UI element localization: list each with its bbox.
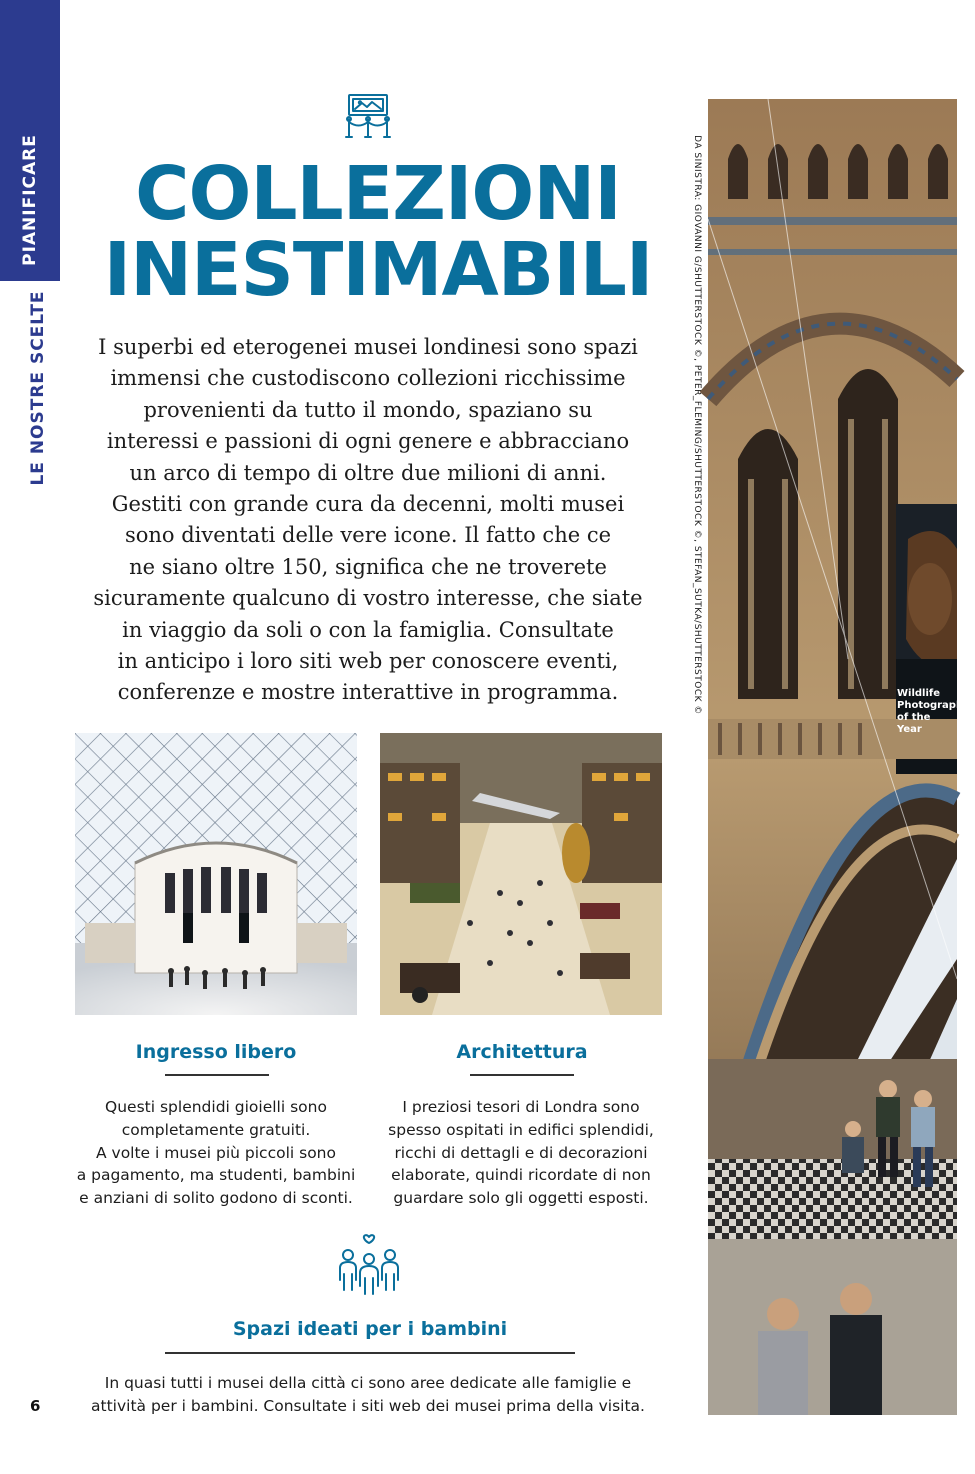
intro-paragraph — [60, 332, 676, 709]
kids-title: Spazi ideati per i bambini — [232, 1318, 508, 1340]
feature-line: a pagamento, ma studenti, bambini — [76, 1166, 356, 1185]
title-line-2: INESTIMABILI — [103, 227, 653, 313]
feature-title-architecture: Architettura — [456, 1041, 588, 1063]
banner-caption — [897, 688, 975, 736]
intro-line: conferenze e mostre interattive in programma. — [117, 680, 619, 705]
photo-great-court — [75, 733, 357, 1015]
intro-line: I superbi ed eterogenei musei londinesi sono spazi — [98, 335, 638, 359]
feature-line: guardare solo gli oggetti esposti. — [393, 1189, 649, 1208]
feature-text-architecture — [371, 1096, 671, 1210]
subsection-label: LE NOSTRE SCELTE — [28, 290, 48, 486]
divider — [470, 1074, 574, 1076]
photo-credit: DA SINISTRA: GIOVANNI G/SHUTTERSTOCK ©, PETER_FLEMING/SHUTTERSTOCK ©, STEFAN_SUTKA/SHUTTERSTOCK © — [692, 135, 702, 715]
feature-line: Questi splendidi gioielli sono — [105, 1098, 327, 1116]
divider — [165, 1074, 269, 1076]
feature-line: I preziosi tesori di Londra sono — [402, 1098, 640, 1116]
intro-line: interessi e passioni di ogni genere e abbracciano — [106, 429, 630, 454]
feature-line: ricchi di dettagli e di decorazioni — [394, 1143, 648, 1162]
feature-text-free-entry — [66, 1096, 366, 1210]
intro-line: immensi che custodiscono collezioni ricchissime — [110, 366, 626, 391]
intro-line: in viaggio da soli o con la famiglia. Consultate — [122, 617, 614, 642]
museum-painting-icon — [344, 93, 392, 141]
section-tab — [0, 0, 60, 281]
kids-text — [60, 1372, 676, 1418]
photo-museum-hall — [708, 99, 975, 1415]
page-title — [64, 151, 692, 313]
feature-line: e anziani di solito godono di sconti. — [79, 1189, 353, 1208]
kids-line: In quasi tutti i musei della città ci sono aree dedicate alle famiglie e — [104, 1374, 632, 1392]
intro-line: sono diventati delle vere icone. Il fatto che ce — [124, 523, 612, 548]
intro-line: Gestiti con grande cura da decenni, molti musei — [111, 492, 625, 517]
feature-line: completamente gratuiti. — [121, 1120, 311, 1139]
intro-line: sicuramente qualcuno di vostro interesse, che siate — [93, 586, 643, 611]
title-line-1: COLLEZIONI — [135, 151, 621, 237]
feature-title-free-entry: Ingresso libero — [135, 1041, 297, 1063]
intro-line: un arco di tempo di oltre due milioni di anni. — [129, 460, 607, 485]
photo-science-museum — [380, 733, 662, 1015]
intro-line: in anticipo i loro siti web per conoscere eventi, — [117, 649, 619, 674]
feature-line: A volte i musei più piccoli sono — [95, 1143, 336, 1162]
feature-line: elaborate, quindi ricordate di non — [391, 1166, 651, 1185]
banner-line: Photographer — [897, 700, 975, 711]
feature-line: spesso ospitati in edifici splendidi, — [388, 1120, 654, 1139]
divider — [165, 1352, 575, 1354]
intro-line: ne siano oltre 150, significa che ne troverete — [129, 554, 607, 579]
intro-line: provenienti da tutto il mondo, spaziano su — [143, 397, 593, 422]
page-number: 6 — [30, 1397, 41, 1415]
kids-line: attività per i bambini. Consultate i siti web dei musei prima della visita. — [91, 1396, 645, 1415]
banner-line: Wildlife — [897, 688, 941, 699]
family-icon — [334, 1228, 404, 1298]
section-label: PIANIFICARE — [20, 134, 40, 266]
banner-line: of the Year — [897, 712, 931, 735]
